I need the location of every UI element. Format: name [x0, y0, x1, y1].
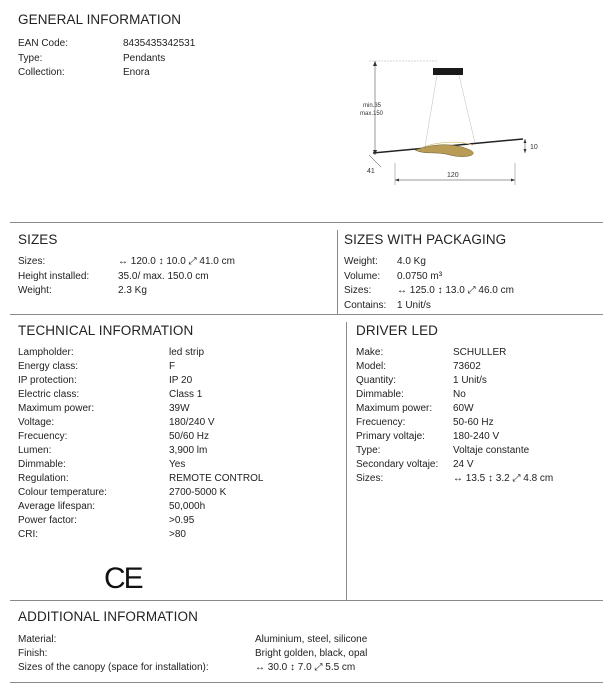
info-row-value: 180-240 V	[453, 431, 500, 442]
info-row-value: 24 V	[453, 459, 474, 470]
info-row-key: Height installed:	[18, 270, 90, 282]
info-row-key: Lampholder:	[18, 347, 74, 358]
info-row-value: Enora	[123, 67, 150, 78]
info-row-value: 0.0750 m³	[397, 270, 443, 282]
info-row-key: Model:	[356, 361, 387, 372]
info-row-key: Energy class:	[18, 361, 79, 372]
info-row-key: Make:	[356, 347, 384, 358]
info-row-value: 8435435342531	[123, 38, 196, 49]
info-row-value: F	[169, 361, 176, 372]
info-row-key: Contains:	[344, 299, 387, 311]
info-row-key: Frecuency:	[18, 431, 68, 442]
info-row-value: >80	[169, 529, 186, 540]
info-row-key: Sizes:	[344, 285, 372, 296]
info-row-key: Average lifespan:	[18, 501, 96, 512]
sizes-title: SIZES	[18, 232, 58, 247]
info-row-key: Secondary voltaje:	[356, 459, 439, 470]
info-row-value: 1 Unit/s	[453, 375, 487, 386]
dim-120-label: 120	[447, 172, 459, 179]
info-row-key: Power factor:	[18, 515, 77, 526]
info-row-key: Regulation:	[18, 473, 69, 484]
dim-10-label: 10	[530, 144, 538, 151]
info-row-key: Maximum power:	[356, 403, 433, 414]
info-row-value: Aluminium, steel, silicone	[255, 634, 368, 645]
column-divider	[346, 322, 347, 600]
packaging-title: SIZES WITH PACKAGING	[344, 232, 507, 247]
info-row-key: Primary voltaje:	[356, 431, 425, 442]
info-row-key: Dimmable:	[18, 459, 66, 470]
driver-title: DRIVER LED	[356, 323, 439, 338]
info-row-key: Weight:	[18, 285, 52, 296]
divider	[10, 314, 603, 315]
info-row-value: Bright golden, black, opal	[255, 648, 368, 659]
canopy-shape	[433, 68, 463, 75]
info-row-value: 39W	[169, 403, 190, 414]
info-row-key: CRI:	[18, 529, 38, 540]
info-row-value: Yes	[169, 459, 186, 470]
info-row-value: 50-60 Hz	[453, 417, 494, 428]
info-row-key: Volume:	[344, 270, 381, 282]
info-row-value: 4.0 Kg	[397, 256, 426, 267]
info-row-value: Pendants	[123, 52, 166, 64]
info-row-value: ↔ 30.0 ↕ 7.0 ⤢ 5.5 cm	[255, 662, 356, 673]
info-row-key: Sizes:	[18, 256, 46, 267]
info-row-value: 50,000h	[169, 501, 206, 512]
info-row-key: Dimmable:	[356, 389, 404, 400]
info-row-value: 1 Unit/s	[397, 299, 431, 311]
divider	[10, 682, 603, 683]
ce-mark: CE	[104, 562, 142, 595]
info-row-value: 60W	[453, 403, 474, 414]
info-row-value: 73602	[453, 361, 481, 372]
info-row-value: IP 20	[169, 375, 193, 386]
info-row-value: ↔ 13.5 ↕ 3.2 ⤢ 4.8 cm	[453, 473, 554, 484]
info-row-key: Sizes of the canopy (space for installation):	[18, 662, 209, 673]
info-row-value: Voltaje constante	[453, 445, 530, 456]
info-row-value: led strip	[169, 347, 205, 358]
info-row-value: 2700-5000 K	[169, 487, 227, 498]
info-row-value: 35.0/ max. 150.0 cm	[118, 270, 209, 282]
divider	[10, 222, 603, 223]
info-row-value: ↔ 120.0 ↕ 10.0 ⤢ 41.0 cm	[118, 256, 235, 267]
info-row-key: Maximum power:	[18, 403, 95, 414]
info-row-value: 180/240 V	[169, 417, 215, 428]
dim-41-label: 41	[367, 168, 375, 175]
info-row-key: Weight:	[344, 256, 378, 267]
info-row-value: >0.95	[169, 515, 195, 526]
info-row-key: Finish:	[18, 648, 48, 659]
info-row-key: Voltage:	[18, 417, 55, 428]
info-row-key: Type:	[18, 52, 43, 64]
info-row-key: Material:	[18, 634, 57, 645]
info-row-key: Quantity:	[356, 375, 397, 386]
info-row-key: EAN Code:	[18, 38, 69, 49]
divider	[10, 600, 603, 601]
info-row-key: Frecuency:	[356, 417, 406, 428]
info-row-value: No	[453, 389, 466, 400]
height-label-max: max.150	[360, 111, 384, 117]
general-title: GENERAL INFORMATION	[18, 12, 182, 27]
info-row-value: Class 1	[169, 389, 203, 400]
height-label-min: min.35	[363, 103, 382, 109]
info-row-value: ↔ 125.0 ↕ 13.0 ⤢ 46.0 cm	[397, 285, 514, 296]
column-divider	[337, 230, 338, 314]
info-row-key: Colour temperature:	[18, 487, 107, 498]
technical-title: TECHNICAL INFORMATION	[18, 323, 194, 338]
info-row-key: Electric class:	[18, 389, 80, 400]
product-dimension-drawing	[355, 55, 550, 195]
additional-title: ADDITIONAL INFORMATION	[18, 609, 198, 624]
info-row-value: 3,900 lm	[169, 445, 208, 456]
info-row-value: 50/60 Hz	[169, 431, 210, 442]
info-row-key: Collection:	[18, 67, 65, 78]
info-row-key: IP protection:	[18, 375, 77, 386]
info-row-key: Lumen:	[18, 445, 52, 456]
info-row-value: SCHULLER	[453, 347, 507, 358]
info-row-key: Type:	[356, 445, 381, 456]
info-row-value: 2.3 Kg	[118, 285, 147, 296]
info-row-value: REMOTE CONTROL	[169, 473, 264, 484]
info-row-key: Sizes:	[356, 473, 384, 484]
